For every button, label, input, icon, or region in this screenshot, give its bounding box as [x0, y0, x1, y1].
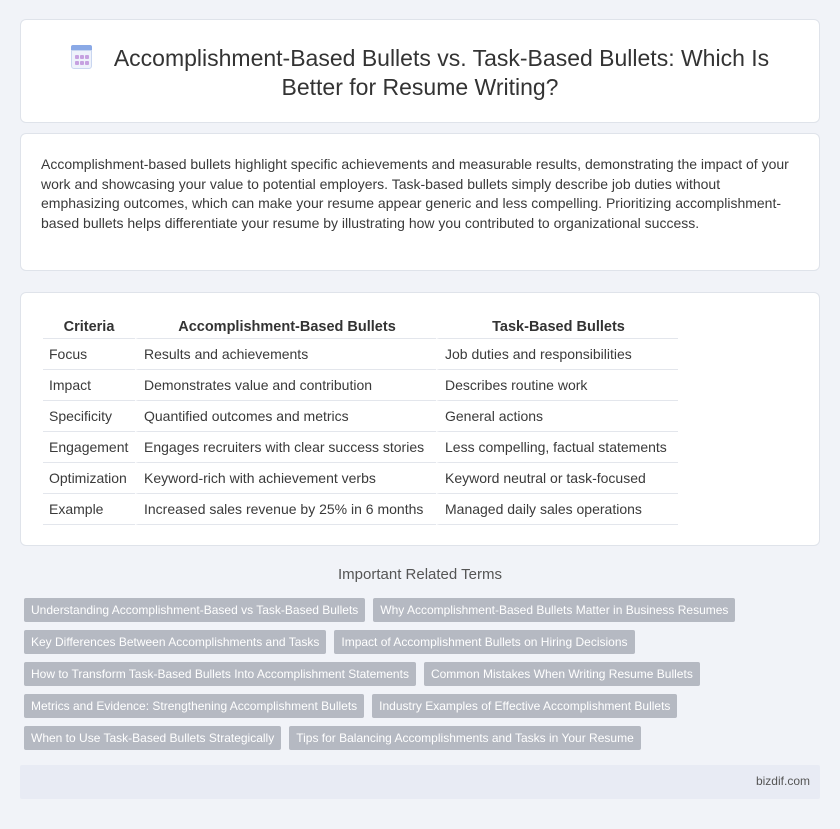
related-terms-row [24, 726, 641, 750]
table-cell: Increased sales revenue by 25% in 6 months [135, 494, 436, 525]
footer [20, 765, 820, 799]
table-row [43, 370, 678, 401]
related-term-link[interactable]: Key Differences Between Accomplishments and Tasks [24, 630, 326, 654]
related-terms-row [24, 662, 700, 686]
table-cell: General actions [436, 401, 678, 432]
table-header-row [43, 317, 678, 339]
table-row [43, 432, 678, 463]
header-accomplishment: Accomplishment-Based Bullets [135, 317, 436, 339]
table-row [43, 494, 678, 525]
related-term-link[interactable]: Metrics and Evidence: Strengthening Accomplishment Bullets [24, 694, 364, 718]
footer-site-link[interactable]: bizdif.com [755, 774, 810, 788]
table-cell: Specificity [43, 401, 135, 432]
document-icon [71, 45, 92, 69]
related-term-link[interactable]: How to Transform Task-Based Bullets Into Accomplishment Statements [24, 662, 416, 686]
table-cell: Keyword-rich with achievement verbs [135, 463, 436, 494]
table-row [43, 463, 678, 494]
table-cell: Impact [43, 370, 135, 401]
related-term-link[interactable]: Why Accomplishment-Based Bullets Matter in Business Resumes [373, 598, 735, 622]
table-cell: Optimization [43, 463, 135, 494]
header-task: Task-Based Bullets [436, 317, 678, 339]
comparison-table [43, 317, 678, 525]
table-cell: Managed daily sales operations [436, 494, 678, 525]
comparison-card [20, 292, 820, 546]
related-term-link[interactable]: Understanding Accomplishment-Based vs Task-Based Bullets [24, 598, 365, 622]
table-cell: Keyword neutral or task-focused [436, 463, 678, 494]
page-title-wrap [21, 44, 819, 102]
related-terms-heading: Important Related Terms [338, 566, 502, 583]
related-term-link[interactable]: Common Mistakes When Writing Resume Bullets [424, 662, 700, 686]
table-cell: Describes routine work [436, 370, 678, 401]
related-term-link[interactable]: Industry Examples of Effective Accomplishment Bullets [372, 694, 677, 718]
related-term-link[interactable]: When to Use Task-Based Bullets Strategically [24, 726, 281, 750]
header-criteria: Criteria [43, 317, 135, 339]
table-row [43, 401, 678, 432]
table-cell: Job duties and responsibilities [436, 339, 678, 370]
table-cell: Quantified outcomes and metrics [135, 401, 436, 432]
table-cell: Example [43, 494, 135, 525]
intro-card [20, 133, 820, 271]
title-card [20, 19, 820, 123]
table-cell: Engagement [43, 432, 135, 463]
related-terms-row [24, 630, 635, 654]
table-cell: Less compelling, factual statements [436, 432, 678, 463]
intro-paragraph: Accomplishment-based bullets highlight specific achievements and measurable results, demonstrating the impact of your work and showcasing your value to potential employers. Task-based bullets simply describe job duties without emphasizing outcomes, which can make your resume appear generic and less compelling. Prioritizing accomplishment-based bullets helps differentiate your resume by illustrating how you contributed to organizational success. [41, 156, 789, 231]
table-cell: Results and achievements [135, 339, 436, 370]
table-cell: Focus [43, 339, 135, 370]
page-title: Accomplishment-Based Bullets vs. Task-Based Bullets: Which Is Better for Resume Writing? [113, 45, 770, 100]
related-term-link[interactable]: Tips for Balancing Accomplishments and Tasks in Your Resume [289, 726, 641, 750]
table-cell: Engages recruiters with clear success stories [135, 432, 436, 463]
related-terms-row [24, 694, 677, 718]
table-row [43, 339, 678, 370]
related-term-link[interactable]: Impact of Accomplishment Bullets on Hiring Decisions [334, 630, 634, 654]
table-cell: Demonstrates value and contribution [135, 370, 436, 401]
related-terms-row [24, 598, 735, 622]
